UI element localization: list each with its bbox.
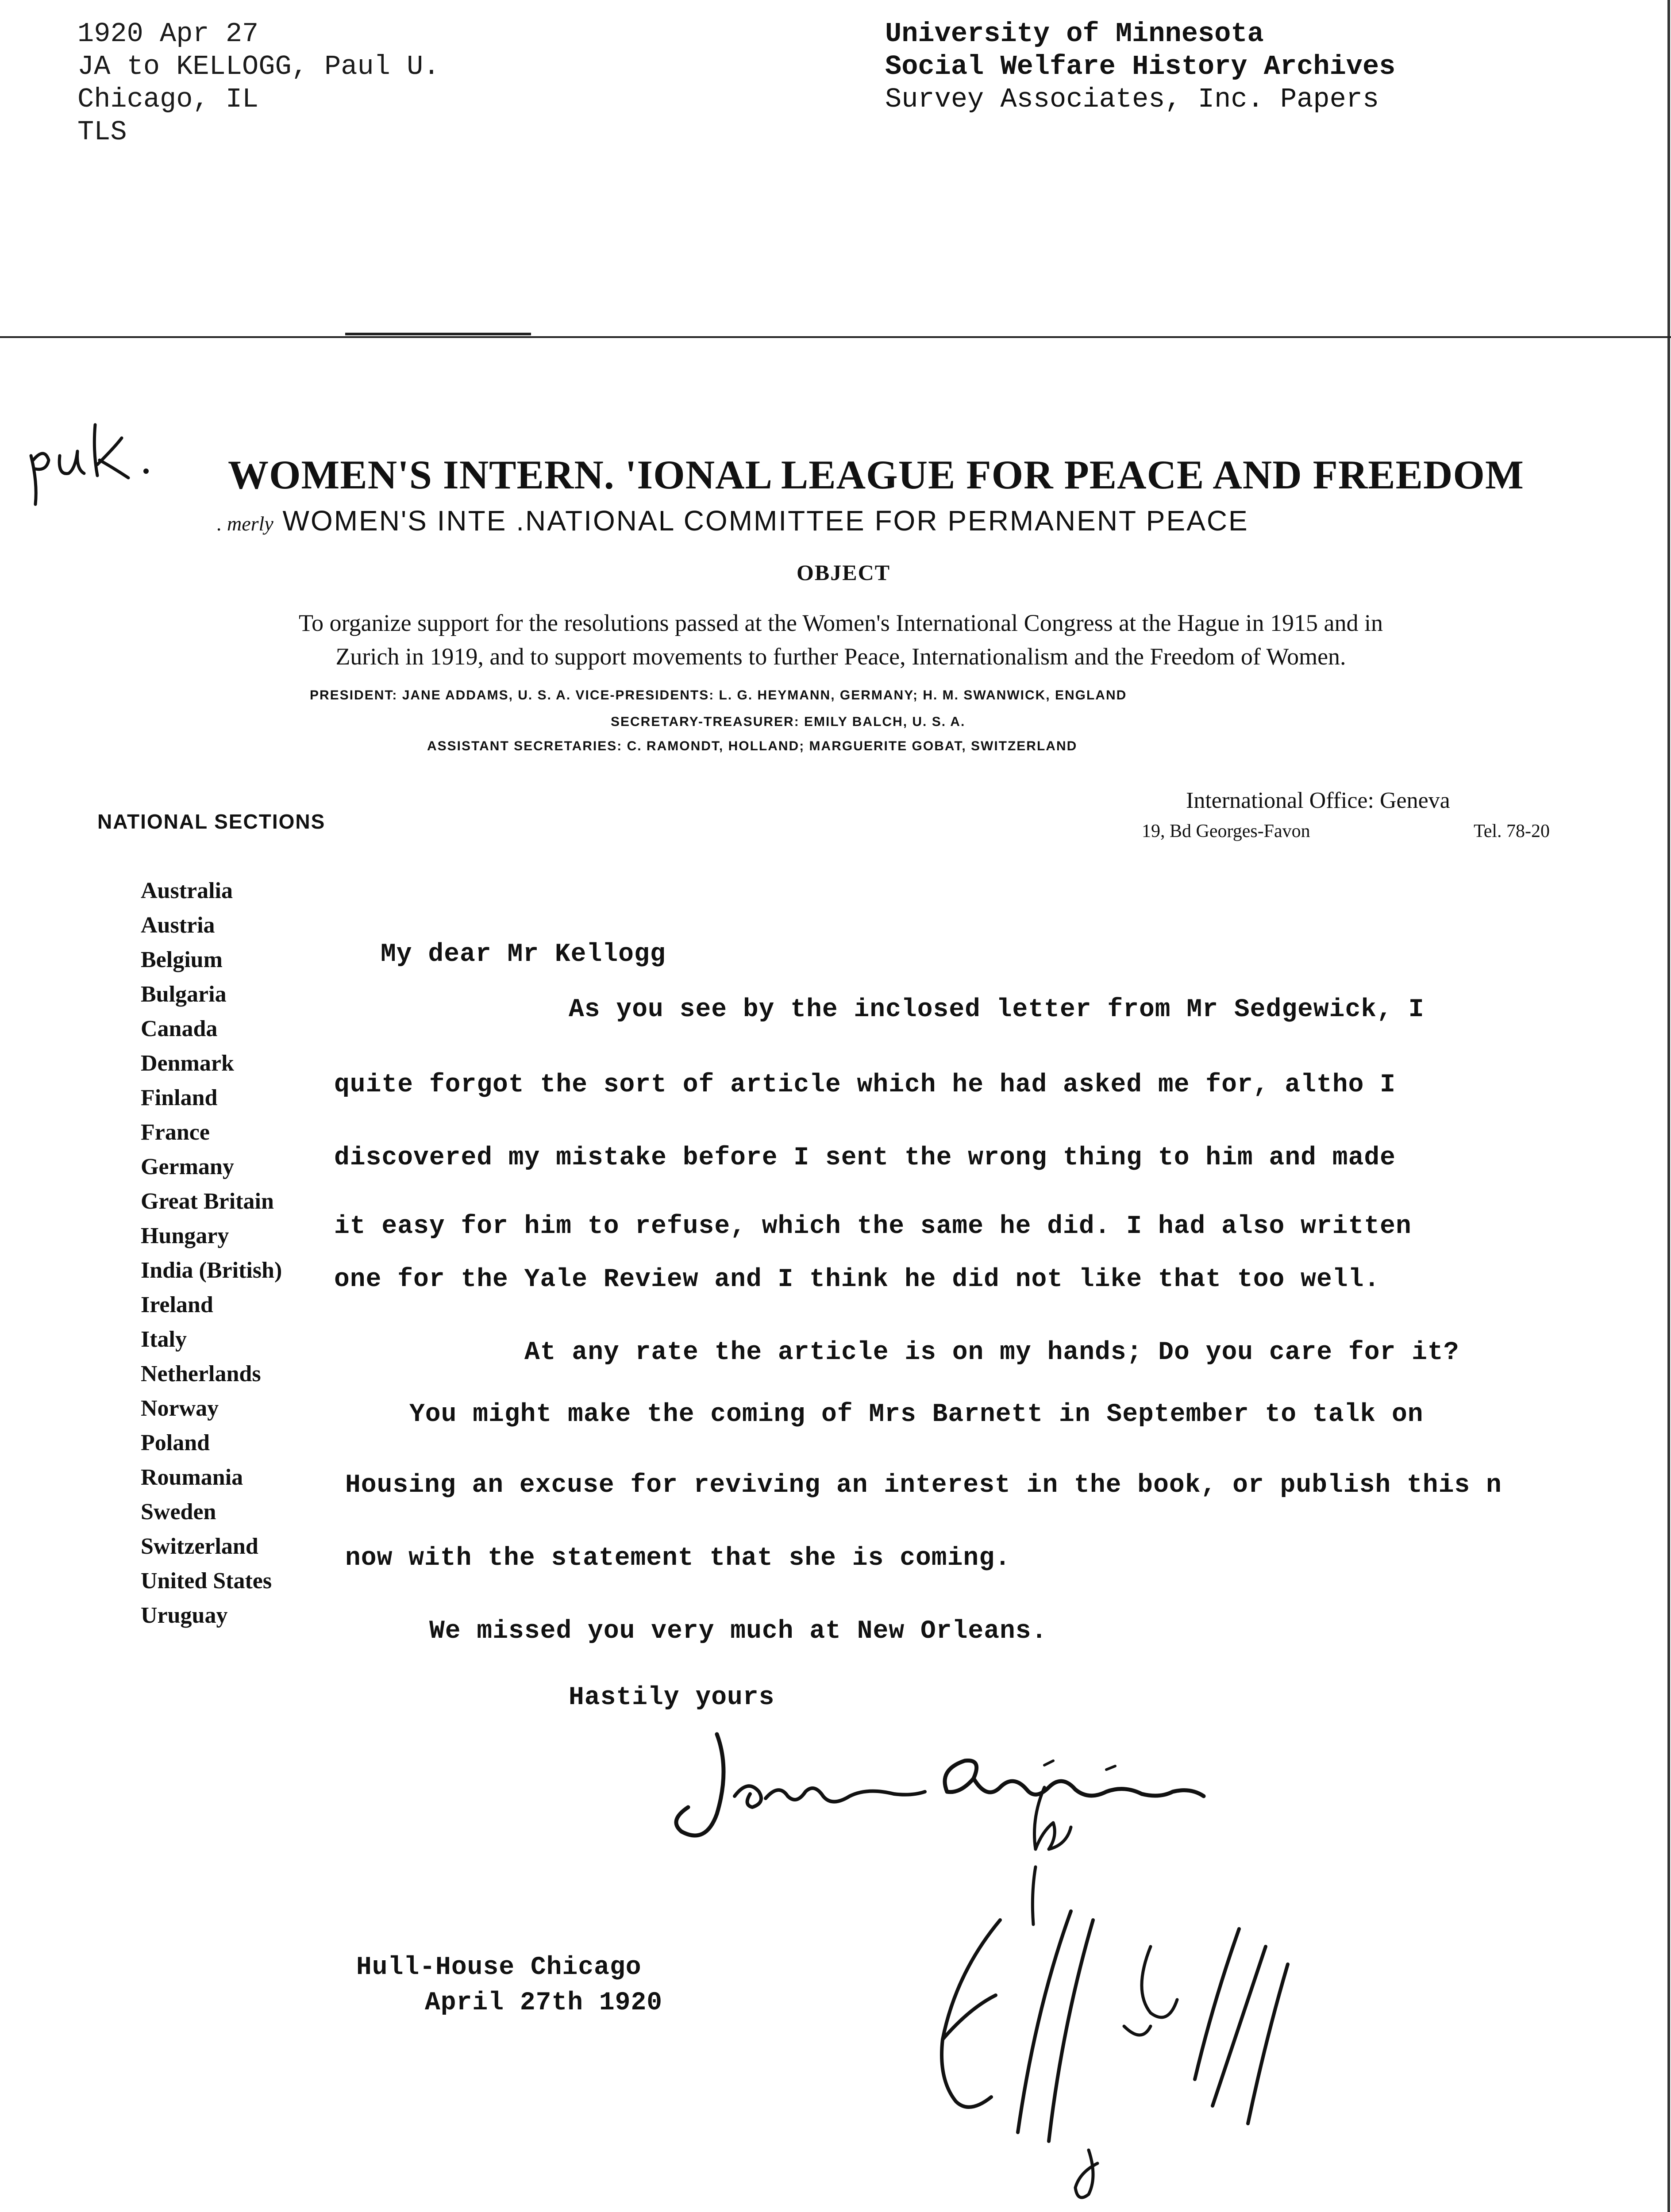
international-office-telephone: Tel. 78-20 — [1474, 821, 1550, 841]
list-item: Belgium — [141, 947, 223, 972]
letter-line-10: We missed you very much at New Orleans. — [429, 1617, 1047, 1646]
repository-collection: Survey Associates, Inc. Papers — [885, 84, 1379, 115]
list-item: Uruguay — [141, 1603, 228, 1628]
letter-line-8: Housing an excuse for reviving an interest in the book, or publish this n — [345, 1471, 1502, 1500]
letterhead-subtitle: WOMEN'S INTE .NATIONAL COMMITTEE FOR PERMANENT PEACE — [282, 505, 1249, 537]
international-office: International Office: Geneva — [1186, 788, 1450, 813]
list-item: Denmark — [141, 1051, 234, 1076]
officers-line-1: PRESIDENT: JANE ADDAMS, U. S. A. VICE-PRESIDENTS: L. G. HEYMANN, GERMANY; H. M. SWANWICK, ENGLAND — [310, 688, 1127, 703]
list-item: Switzerland — [141, 1534, 258, 1559]
national-sections-list — [141, 874, 282, 1633]
handwritten-annotation-puk — [13, 398, 173, 513]
list-item: United States — [141, 1568, 272, 1594]
object-heading: OBJECT — [797, 560, 891, 585]
list-item: Bulgaria — [141, 982, 227, 1007]
list-item: Poland — [141, 1430, 210, 1455]
international-office-address: 19, Bd Georges-Favon — [1142, 821, 1310, 841]
list-item: India (British) — [141, 1258, 282, 1283]
letter-line-9: now with the statement that she is coming. — [345, 1544, 1011, 1573]
letter-line-2: quite forgot the sort of article which he had asked me for, altho I — [334, 1071, 1396, 1099]
letter-line-1: As you see by the inclosed letter from Mr Sedgewick, I — [569, 995, 1425, 1024]
national-sections-heading: NATIONAL SECTIONS — [97, 810, 326, 833]
letter-line-3: discovered my mistake before I sent the wrong thing to him and made — [334, 1144, 1396, 1172]
handwritten-date-notation — [903, 1893, 1301, 2212]
officers-line-2: SECRETARY-TREASURER: EMILY BALCH, U. S. A. — [611, 714, 966, 729]
list-item: Hungary — [141, 1223, 229, 1248]
header-divider-accent — [345, 333, 531, 335]
object-line-2: Zurich in 1919, and to support movements to further Peace, Internationalism and the Freedom of Women. — [335, 643, 1346, 670]
letter-line-7: You might make the coming of Mrs Barnett in September to talk on — [409, 1400, 1424, 1429]
archival-doc-type: TLS — [77, 116, 127, 148]
letterhead-formerly: . merly — [217, 512, 273, 535]
object-line-1: To organize support for the resolutions passed at the Women's International Congress at the Hague in 1915 and in — [298, 610, 1383, 636]
letter-place: Hull-House Chicago — [356, 1953, 642, 1982]
object-statement — [89, 606, 1593, 673]
list-item: Norway — [141, 1396, 219, 1421]
letter-line-5: one for the Yale Review and I think he did not like that too well. — [334, 1265, 1380, 1294]
list-item: Netherlands — [141, 1361, 261, 1386]
list-item: Great Britain — [141, 1189, 274, 1214]
list-item: Austria — [141, 913, 215, 938]
list-item: Australia — [141, 878, 233, 903]
list-item: Germany — [141, 1154, 234, 1179]
list-item: Sweden — [141, 1499, 216, 1525]
officers-line-3: ASSISTANT SECRETARIES: C. RAMONDT, HOLLAND; MARGUERITE GOBAT, SWITZERLAND — [427, 739, 1078, 753]
archival-citation — [77, 18, 440, 149]
list-item: Finland — [141, 1085, 218, 1110]
archival-date: 1920 Apr 27 — [77, 18, 259, 50]
handwritten-scrawl — [186, 2208, 496, 2212]
list-item: Ireland — [141, 1292, 213, 1317]
list-item: Roumania — [141, 1465, 243, 1490]
letter-closing: Hastily yours — [569, 1683, 775, 1712]
archival-correspondents: JA to KELLOGG, Paul U. — [77, 51, 440, 82]
letterhead-title: WOMEN'S INTERN. 'IONAL LEAGUE FOR PEACE AND FREEDOM — [228, 452, 1524, 497]
archival-place: Chicago, IL — [77, 84, 259, 115]
repository-line-2: Social Welfare History Archives — [885, 51, 1396, 82]
list-item: Canada — [141, 1016, 218, 1041]
repository-line-1: University of Minnesota — [885, 18, 1264, 50]
header-divider — [0, 336, 1671, 338]
letterhead-subtitle-row — [217, 504, 1456, 537]
letter-line-4: it easy for him to refuse, which the same he did. I had also written — [334, 1212, 1412, 1241]
page-border-right — [1667, 0, 1670, 2212]
list-item: France — [141, 1120, 210, 1145]
archival-repository — [885, 18, 1395, 116]
letter-date: April 27th 1920 — [425, 1989, 663, 2017]
letter-line-6: At any rate the article is on my hands; Do you care for it? — [524, 1338, 1459, 1367]
letter-salutation: My dear Mr Kellogg — [381, 940, 666, 969]
list-item: Italy — [141, 1327, 187, 1352]
